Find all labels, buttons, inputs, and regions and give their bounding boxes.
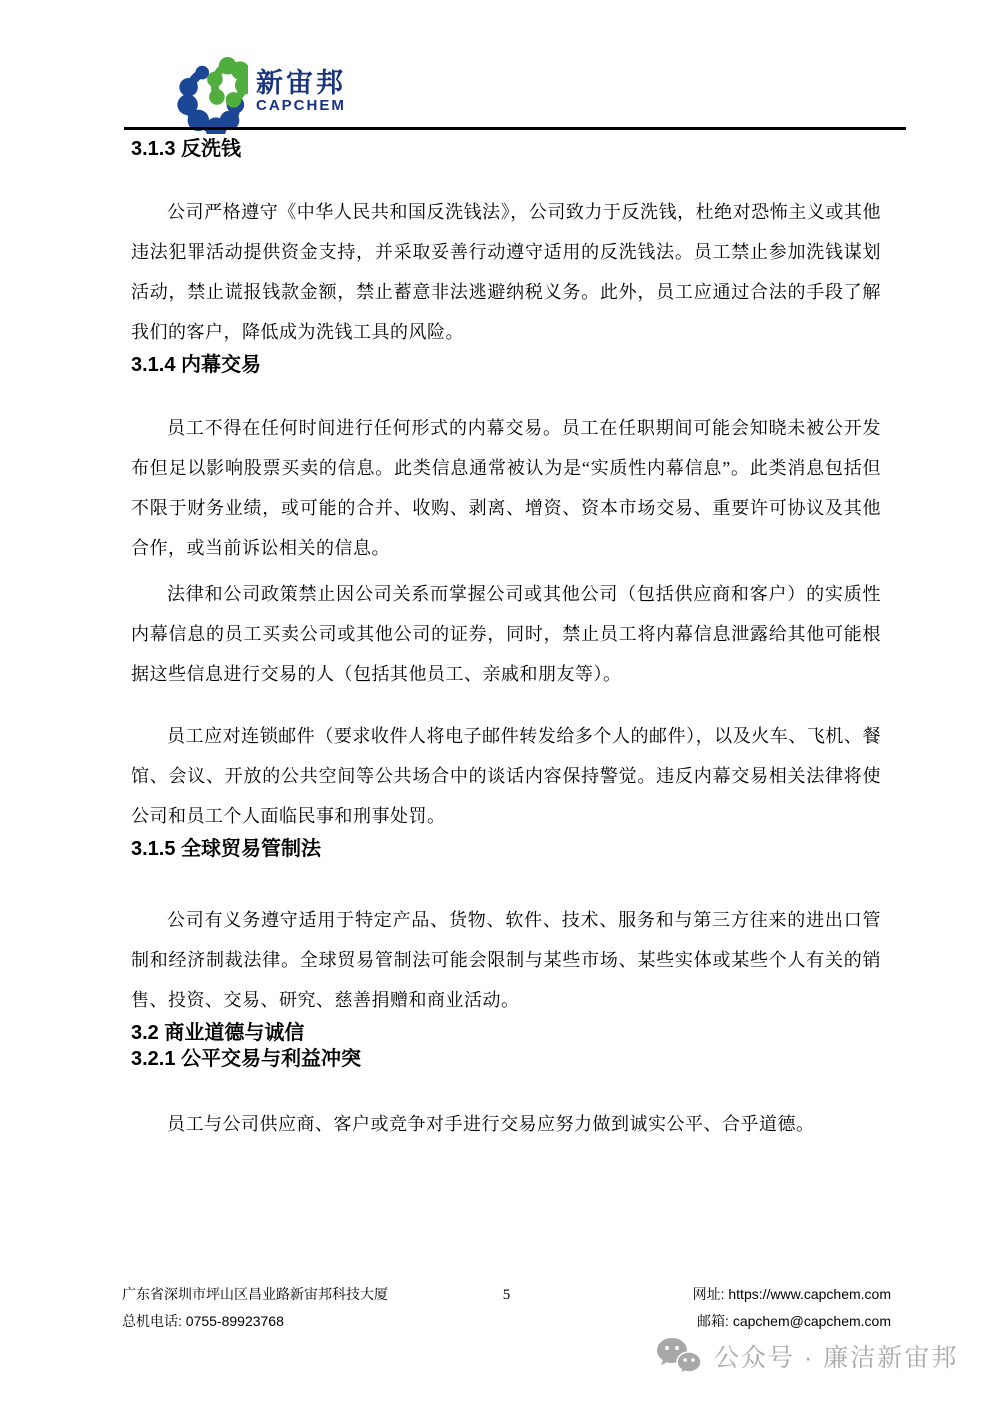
section-heading-3-2: 3.2 商业道德与诚信 <box>131 1022 305 1044</box>
page-footer <box>122 1281 891 1335</box>
logo-name-en: CAPCHEM <box>256 97 346 114</box>
header-divider <box>124 127 906 130</box>
logo-name-cn: 新宙邦 <box>256 68 346 98</box>
section-heading-3-2-1: 3.2.1 公平交易与利益冲突 <box>131 1048 362 1070</box>
footer-left <box>122 1281 503 1335</box>
footer-email: 邮箱: capchem@capchem.com <box>697 1313 891 1329</box>
company-logo <box>176 56 346 134</box>
paragraph-insider-trading-1: 员工不得在任何时间进行任何形式的内幕交易。员工在任职期间可能会知晓未被公开发布但足以影响股票买卖的信息。此类信息通常被认为是“实质性内幕信息”。此类消息包括但不限于财务业绩，或可能的合并、收购、剥离、增资、资本市场交易、重要许可协议及其他合作，或当前诉讼相关的信息。 <box>131 418 881 558</box>
footer-address: 广东省深圳市坪山区昌业路新宙邦科技大厦 <box>122 1286 388 1302</box>
paragraph-fair-dealing: 员工与公司供应商、客户或竞争对手进行交易应努力做到诚实公平、合乎道德。 <box>167 1114 815 1134</box>
paragraph-anti-money-laundering: 公司严格遵守《中华人民共和国反洗钱法》，公司致力于反洗钱，杜绝对恐怖主义或其他违法犯罪活动提供资金支持，并采取妥善行动遵守适用的反洗钱法。员工禁止参加洗钱谋划活动，禁止谎报钱款金额，禁止蓄意非法逃避纳税义务。此外，员工应通过合法的手段了解我们的客户，降低成为洗钱工具的风险。 <box>131 202 881 342</box>
footer-right <box>510 1281 891 1335</box>
page-number: 5 <box>502 1287 511 1303</box>
wechat-badge-text: 公众号 · 廉洁新宙邦 <box>714 1344 959 1372</box>
wechat-account-badge <box>656 1336 958 1376</box>
paragraph-insider-trading-2: 法律和公司政策禁止因公司关系而掌握公司或其他公司（包括供应商和客户）的实质性内幕信息的员工买卖公司或其他公司的证券，同时，禁止员工将内幕信息泄露给其他可能根据这些信息进行交易的人（包括其他员工、亲戚和朋友等）。 <box>131 584 881 684</box>
paragraph-trade-controls: 公司有义务遵守适用于特定产品、货物、软件、技术、服务和与第三方往来的进出口管制和经济制裁法律。全球贸易管制法可能会限制与某些市场、某些实体或某些个人有关的销售、投资、交易、研究、慈善捐赠和商业活动。 <box>131 910 881 1010</box>
document-body <box>131 136 881 1144</box>
footer-website: 网址: https://www.capchem.com <box>692 1286 891 1302</box>
footer-phone: 总机电话: 0755-89923768 <box>122 1313 284 1329</box>
wechat-icon <box>656 1336 702 1376</box>
logo-text <box>256 56 346 114</box>
section-heading-3-1-4: 3.1.4 内幕交易 <box>131 354 262 376</box>
paragraph-insider-trading-3: 员工应对连锁邮件（要求收件人将电子邮件转发给多个人的邮件），以及火车、飞机、餐馆、会议、开放的公共空间等公共场合中的谈话内容保持警觉。违反内幕交易相关法律将使公司和员工个人面临民事和刑事处罚。 <box>131 726 881 826</box>
section-heading-3-1-3: 3.1.3 反洗钱 <box>131 138 242 160</box>
section-heading-3-1-5: 3.1.5 全球贸易管制法 <box>131 838 322 860</box>
molecule-icon <box>176 56 248 134</box>
